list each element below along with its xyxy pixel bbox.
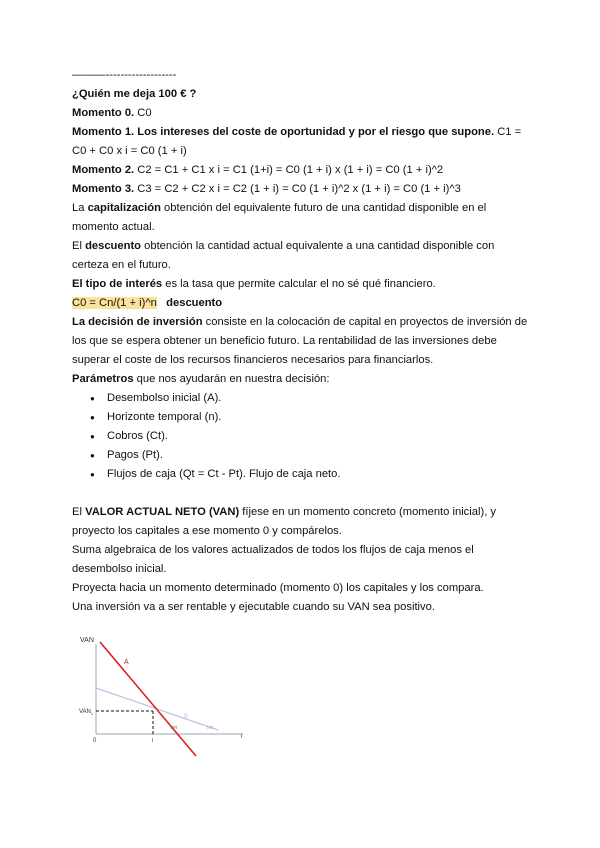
decision-inversion-cont-2: superar el coste de los recursos financieros necesarios para financiarlos. <box>72 354 434 366</box>
momento-0: Momento 0. C0 <box>72 107 152 119</box>
suma-algebraica: Suma algebraica de los valores actualizados de todos los flujos de caja menos el <box>72 544 474 556</box>
decision-inversion-cont-1: los que se espera obtener un beneficio futuro. La rentabilidad de las inversiones debe <box>72 335 497 347</box>
list-item: ● Cobros (Ct). <box>72 427 532 446</box>
parametros-list <box>72 389 532 484</box>
list-item: ● Desembolso inicial (A). <box>72 389 532 408</box>
descuento-def: El descuento obtención la cantidad actual equivalente a una cantidad disponible con <box>72 240 495 252</box>
list-item: ● Pagos (Pt). <box>72 446 532 465</box>
x-mark-label: i <box>152 738 154 744</box>
momento-1-cont: C0 + C0 x i = C0 (1 + i) <box>72 145 187 157</box>
momento-3: Momento 3. C3 = C2 + C2 x i = C2 (1 + i) = C0 (1 + i)^2 x (1 + i) = C0 (1 + i)^3 <box>72 183 461 195</box>
descuento-def-cont: certeza en el futuro. <box>72 259 171 271</box>
parametros-intro: Parámetros que nos ayudarán en nuestra decisión: <box>72 373 330 385</box>
list-item: ● Horizonte temporal (n). <box>72 408 532 427</box>
y-axis-label: VAN <box>80 637 94 644</box>
header-rule: ———------------------- <box>72 69 177 81</box>
van-def: El VALOR ACTUAL NETO (VAN) fíjese en un momento concreto (momento inicial), y <box>72 506 497 518</box>
tir-a-label: TIR <box>170 725 178 730</box>
tipo-interes-def: El tipo de interés es la tasa que permite calcular el no sé qué financiero. <box>72 278 436 290</box>
list-item: ● Flujos de caja (Qt = Ct - Pt). Flujo de caja neto. <box>72 465 532 484</box>
capitalizacion-def: La capitalización obtención del equivalente futuro de una cantidad disponible en el <box>72 202 487 214</box>
origin-label: 0 <box>93 738 97 744</box>
tir-b-label: TIR <box>206 725 214 730</box>
discount-formula: C0 = Cn/(1 + i)^n descuento <box>72 297 223 309</box>
suma-algebraica-cont: desembolso inicial. <box>72 563 167 575</box>
document-body <box>72 66 532 617</box>
question-heading: ¿Quién me deja 100 € ? <box>72 88 197 100</box>
series-a-label: A <box>124 659 129 666</box>
decision-inversion-def: La decisión de inversión consiste en la colocación de capital en proyectos de inversión de <box>72 316 528 328</box>
van-mark-label: $VAN_1$ <box>79 709 94 716</box>
van-diagram <box>78 630 258 756</box>
van-def-cont: proyecto los capitales a ese momento 0 y compárelos. <box>72 525 342 537</box>
x-end-label: i <box>241 734 243 740</box>
momento-2: Momento 2. C2 = C1 + C1 x i = C1 (1+i) = C0 (1 + i) x (1 + i) = C0 (1 + i)^2 <box>72 164 444 176</box>
rentable-text: Una inversión va a ser rentable y ejecutable cuando su VAN sea positivo. <box>72 601 435 613</box>
capitalizacion-def-cont: momento actual. <box>72 221 155 233</box>
series-a-line <box>100 642 196 756</box>
series-b-label: B <box>184 714 189 720</box>
momento-1: Momento 1. Los intereses del coste de oportunidad y por el riesgo que supone. C1 = <box>72 126 522 138</box>
proyecta-text: Proyecta hacia un momento determinado (momento 0) los capitales y los compara. <box>72 582 484 594</box>
